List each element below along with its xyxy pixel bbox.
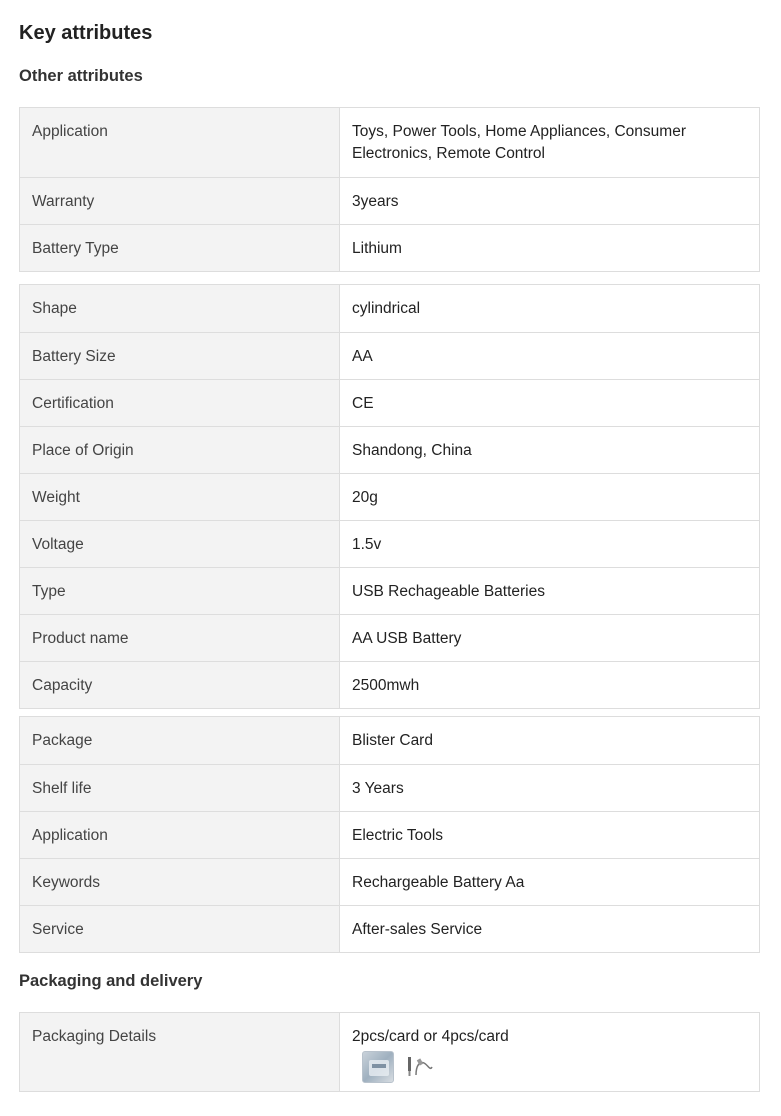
table-row (20, 858, 759, 905)
attribute-value (340, 717, 759, 764)
attribute-key-label: Application (32, 123, 108, 140)
section-title-other-attributes: Other attributes (19, 67, 143, 85)
attribute-key-label: Shape (32, 300, 77, 317)
attribute-key (20, 225, 340, 271)
attributes-table-group-1 (19, 107, 760, 272)
attribute-key-label: Service (32, 921, 84, 938)
attribute-value-label: 2pcs/card or 4pcs/card (352, 1028, 509, 1045)
page-title: Key attributes (19, 22, 153, 44)
table-row (20, 177, 759, 224)
attribute-value (340, 380, 759, 426)
attribute-value (340, 662, 759, 708)
table-row (20, 567, 759, 614)
table-row (20, 332, 759, 379)
battery-pack-thumbnail-icon[interactable] (362, 1051, 394, 1083)
attribute-value-line: Toys, Power Tools, Home Appliances, Consumer (352, 123, 686, 140)
attribute-key-label: Certification (32, 395, 114, 412)
attribute-key-label: Packaging Details (32, 1028, 157, 1045)
attribute-value-line: Shandong, China (352, 442, 472, 459)
table-row (20, 426, 759, 473)
attribute-value-line: Electric Tools (352, 827, 444, 844)
table-row (20, 717, 759, 764)
attribute-value-line: Lithium (352, 240, 402, 257)
table-row (20, 811, 759, 858)
attribute-key (20, 285, 340, 332)
attribute-key (20, 108, 340, 177)
section-title-packaging-delivery: Packaging and delivery (19, 972, 203, 990)
attribute-key-label: Application (32, 827, 108, 844)
attribute-value (340, 521, 759, 567)
attribute-key-label: Voltage (32, 536, 84, 553)
usb-cable-thumbnail-icon[interactable] (404, 1051, 436, 1083)
attribute-value-line: AA (352, 348, 373, 365)
attribute-key (20, 178, 340, 224)
attribute-key (20, 859, 340, 905)
attribute-value (340, 906, 759, 952)
attribute-value-line: cylindrical (352, 300, 421, 317)
attribute-value (340, 333, 759, 379)
table-row (20, 285, 759, 332)
table-row (20, 108, 759, 177)
attribute-value (340, 108, 759, 177)
attribute-key-label: Capacity (32, 677, 93, 694)
attribute-value-line: Rechargeable Battery Aa (352, 874, 525, 891)
attribute-key (20, 333, 340, 379)
attribute-key-label: Battery Type (32, 240, 119, 257)
attribute-value (340, 474, 759, 520)
attribute-value-line: Electronics, Remote Control (352, 145, 545, 162)
table-row (20, 614, 759, 661)
attribute-value-line: After-sales Service (352, 921, 483, 938)
attribute-key (20, 427, 340, 473)
attribute-key-label: Weight (32, 489, 80, 506)
table-row (20, 224, 759, 271)
attribute-key-label: Package (32, 732, 93, 749)
table-row (20, 661, 759, 708)
attribute-value (340, 568, 759, 614)
table-row (20, 473, 759, 520)
attribute-key (20, 812, 340, 858)
attribute-value (340, 859, 759, 905)
attribute-key (20, 906, 340, 952)
attribute-key-label: Keywords (32, 874, 101, 891)
attribute-value-line: USB Rechageable Batteries (352, 583, 546, 600)
attribute-value-line: CE (352, 395, 374, 412)
attributes-table-group-3 (19, 716, 760, 953)
thumbnail-list (362, 1051, 747, 1083)
table-row (20, 520, 759, 567)
attribute-value-line: Blister Card (352, 732, 433, 749)
attribute-value-line: 2500mwh (352, 677, 420, 694)
table-row (20, 764, 759, 811)
attribute-key (20, 765, 340, 811)
attribute-key-label: Battery Size (32, 348, 116, 365)
attribute-key (20, 521, 340, 567)
attribute-key-label: Warranty (32, 193, 95, 210)
attribute-value (340, 615, 759, 661)
attribute-value (340, 427, 759, 473)
attribute-key (20, 615, 340, 661)
attribute-value-line: 3 Years (352, 780, 404, 797)
attribute-value (340, 225, 759, 271)
table-row (20, 1013, 759, 1091)
attribute-key (20, 1013, 340, 1091)
attribute-key-label: Product name (32, 630, 129, 647)
attribute-key (20, 568, 340, 614)
attribute-key (20, 662, 340, 708)
attribute-value-line: 1.5v (352, 536, 382, 553)
attribute-value (340, 812, 759, 858)
attribute-value-line: 20g (352, 489, 378, 506)
packaging-table (19, 1012, 760, 1092)
table-row (20, 905, 759, 952)
attributes-table-group-2 (19, 284, 760, 709)
attribute-key-label: Type (32, 583, 66, 600)
attribute-value (340, 765, 759, 811)
attribute-key (20, 717, 340, 764)
attribute-value-line: 3years (352, 193, 399, 210)
attribute-key (20, 474, 340, 520)
attribute-key (20, 380, 340, 426)
attribute-value (340, 1013, 759, 1091)
attribute-value (340, 285, 759, 332)
attribute-value-line: AA USB Battery (352, 630, 462, 647)
attribute-key-label: Place of Origin (32, 442, 134, 459)
table-row (20, 379, 759, 426)
attribute-value (340, 178, 759, 224)
attribute-key-label: Shelf life (32, 780, 92, 797)
